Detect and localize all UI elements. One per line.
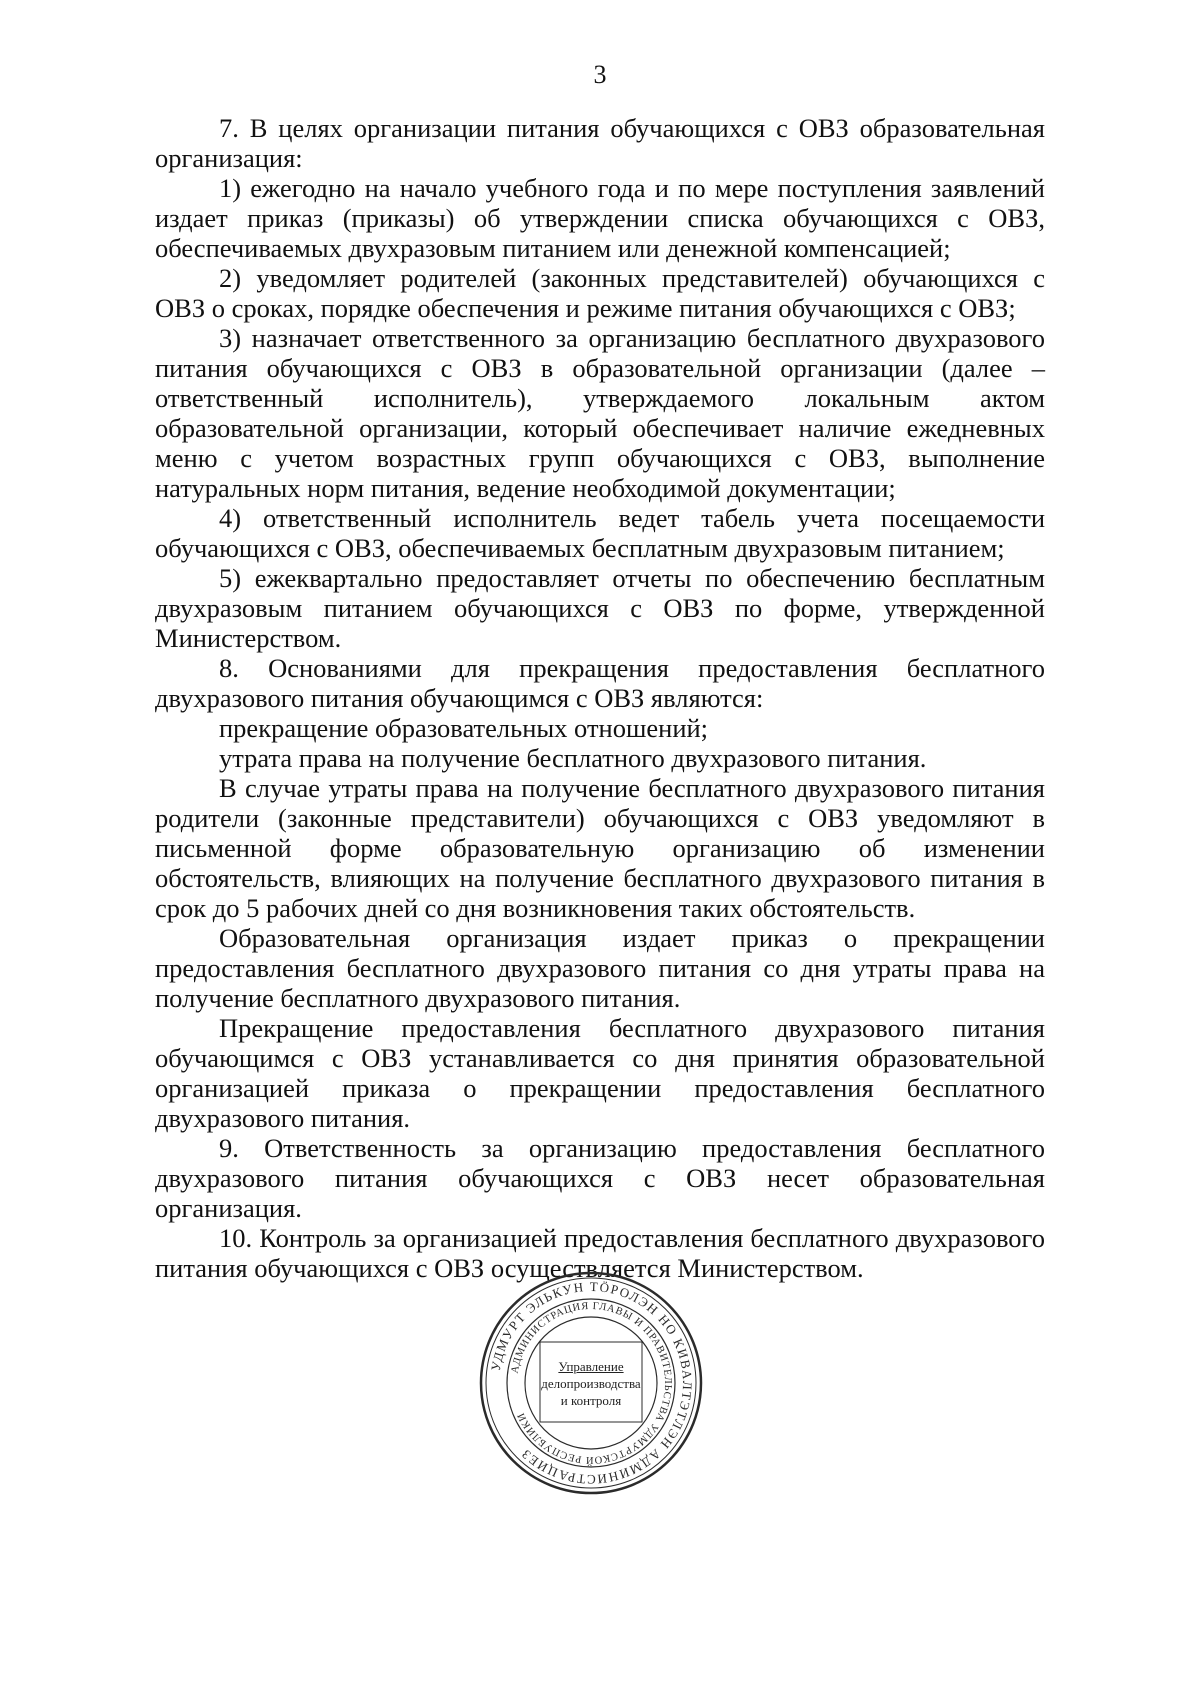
stamp-outer-text: УДМУРТ ЭЛЬКУН ТӦРОЛЭН НО КИВАЛТЭТЛЭН АДМИНИСТРАЦИЕЗ: [487, 1278, 696, 1488]
stamp-center-text: [534, 1340, 648, 1426]
document-body: [155, 113, 1045, 1283]
paragraph-8-item-1: прекращение образовательных отношений;: [219, 713, 709, 743]
paragraph-8-notice: В случае утраты права на получение бесплатного двухразового питания родители (законные представители) обучающихся с ОВЗ уведомляют в письменной форме образовательную организацию об изменении обстоятельств, влияющих на получение бесплатного двухразового питания в срок до 5 рабочих дней со дня возникновения таких обстоятельств.: [155, 773, 1045, 923]
paragraph-7-3: 3) назначает ответственного за организацию бесплатного двухразового питания обучающихся с ОВЗ в образовательной организации (далее – ответственный исполнитель), утверждаемого локальным актом образовательной организации, который обеспечивает наличие ежедневных меню с учетом возрастных групп обучающихся с ОВЗ, выполнение натуральных норм питания, ведение необходимой документации;: [155, 323, 1045, 503]
paragraph-8-termination: Прекращение предоставления бесплатного двухразового питания обучающимся с ОВЗ устанавливается со дня принятия образовательной организацией приказа о прекращении предоставления бесплатного двухразового питания.: [155, 1013, 1045, 1133]
official-stamp: [478, 1270, 704, 1496]
stamp-line-3: и контроля: [560, 1392, 622, 1408]
paragraph-7-2: 2) уведомляет родителей (законных представителей) обучающихся с ОВЗ о сроках, порядке обеспечения и режиме питания обучающихся с ОВЗ;: [155, 263, 1045, 323]
paragraph-10: 10. Контроль за организацией предоставления бесплатного двухразового питания обучающихся с ОВЗ осуществляется Министерством.: [155, 1223, 1045, 1283]
paragraph-7-5: 5) ежеквартально предоставляет отчеты по обеспечению бесплатным двухразовым питанием обучающихся с ОВЗ по форме, утвержденной Министерством.: [155, 563, 1045, 653]
paragraph-8: 8. Основаниями для прекращения предоставления бесплатного двухразового питания обучающимся с ОВЗ являются:: [155, 653, 1045, 713]
stamp-line-2: делопроизводства: [541, 1375, 641, 1391]
paragraph-8-item-2: утрата права на получение бесплатного двухразового питания.: [219, 743, 927, 773]
paragraph-7-4: 4) ответственный исполнитель ведет табель учета посещаемости обучающихся с ОВЗ, обеспечиваемых бесплатным двухразовым питанием;: [155, 503, 1045, 563]
paragraph-7-1: 1) ежегодно на начало учебного года и по мере поступления заявлений издает приказ (приказы) об утверждении списка обучающихся с ОВЗ, обеспечиваемых двухразовым питанием или денежной компенсацией;: [155, 173, 1045, 263]
paragraph-9: 9. Ответственность за организацию предоставления бесплатного двухразового питания обучающихся с ОВЗ несет образовательная организация.: [155, 1133, 1045, 1223]
stamp-inner-text: АДМИНИСТРАЦИЯ ГЛАВЫ И ПРАВИТЕЛЬСТВА УДМУРТСКОЙ РЕСПУБЛИКИ: [509, 1300, 674, 1466]
paragraph-8-order: Образовательная организация издает приказ о прекращении предоставления бесплатного двухразового питания со дня утраты права на получение бесплатного двухразового питания.: [155, 923, 1045, 1013]
paragraph-7: 7. В целях организации питания обучающихся с ОВЗ образовательная организация:: [155, 113, 1045, 173]
page-number: 3: [593, 60, 607, 89]
stamp-line-1: Управление: [558, 1358, 624, 1374]
